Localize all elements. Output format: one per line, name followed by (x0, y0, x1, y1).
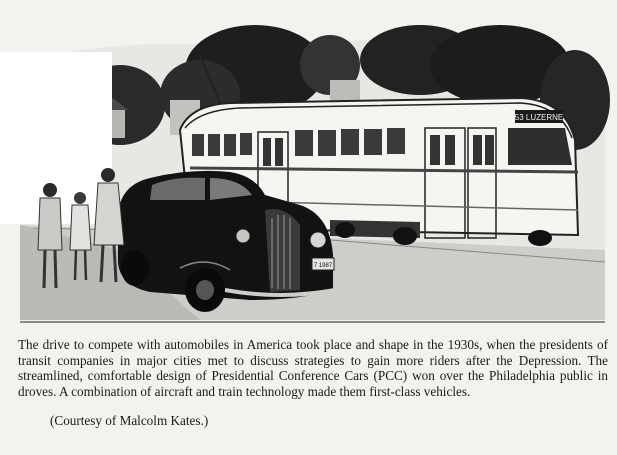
caption-text: The drive to compete with automobiles in America took place and shape in the 1930s, when the presidents of transit companies in major cities met to discuss strategies to gain more riders after the Depression. The streamlined, comfortable design of Presidential Conference Cars (PCC) won over the Philadelphia public in droves. A combination of aircraft and train technology made them first-class vehicles. (18, 337, 608, 399)
license-plate-text: 7 1987 (313, 263, 333, 269)
destination-sign-text: 53 LUZERNE (514, 113, 564, 122)
photo-credit: (Courtesy of Malcolm Kates.) (50, 413, 209, 428)
photo-caption (18, 337, 608, 399)
